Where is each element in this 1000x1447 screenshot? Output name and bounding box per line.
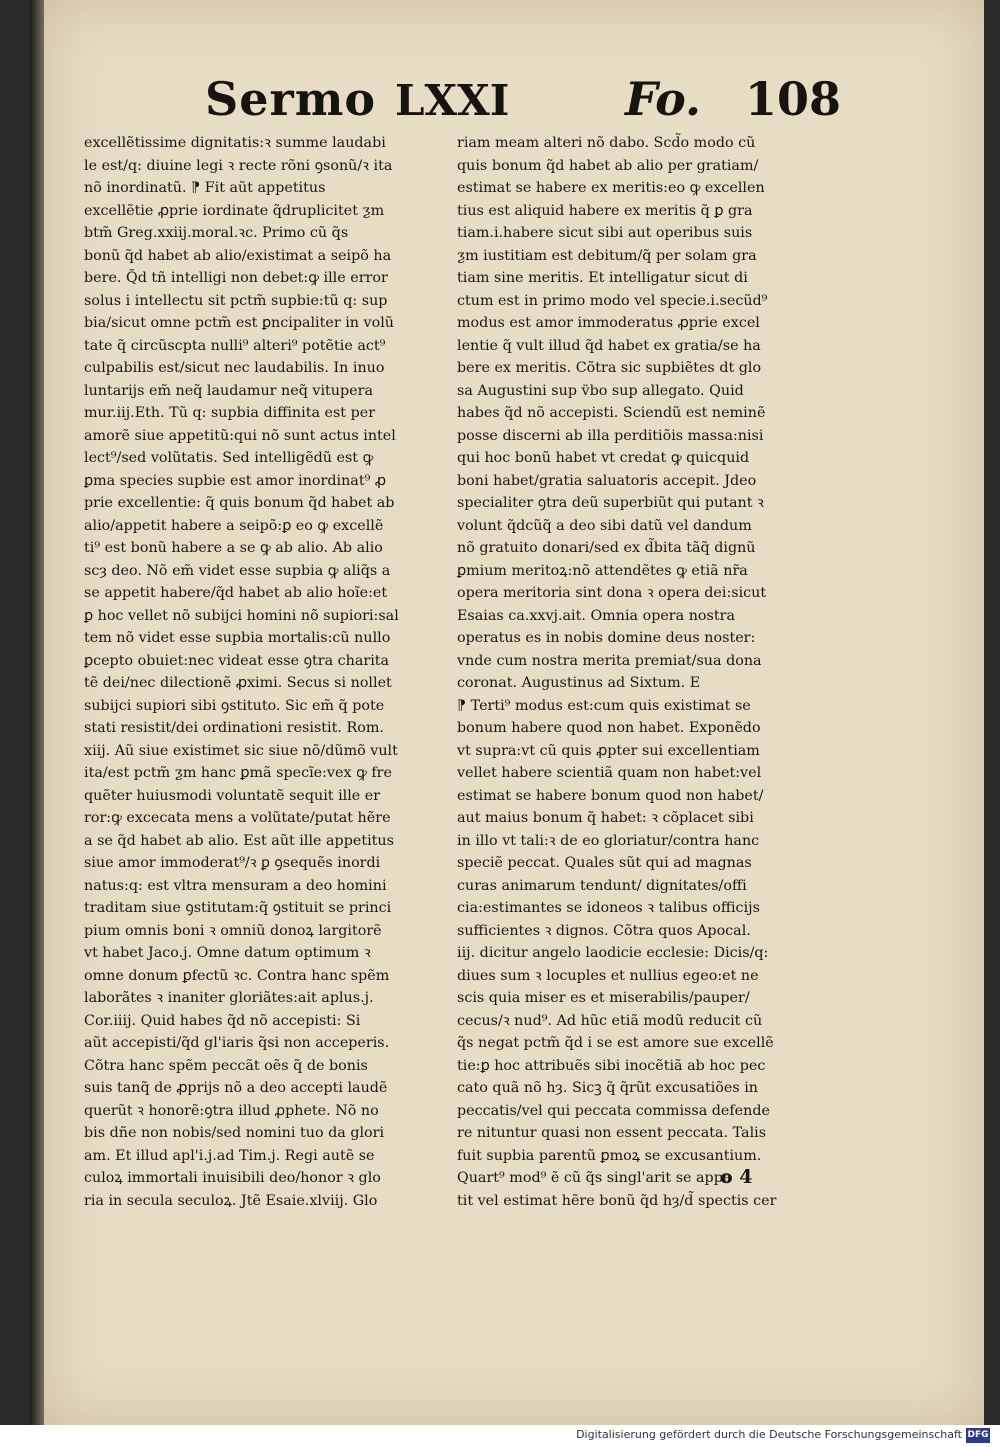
- text-line: estimat se habere ex meritis:eo ꝙ excellen: [457, 180, 765, 196]
- text-line: lect⁹/sed volũtatis. Sed intelligẽdũ est ꝙ: [84, 450, 374, 466]
- text-line: prie excellentie: q̃ quis bonum q̃d habet ab: [84, 495, 395, 511]
- text-line: ꝑcepto obuiet:nec videat esse ꝯtra charita: [84, 652, 390, 669]
- dfg-logo: DFG: [966, 1428, 990, 1443]
- text-line: tem nõ videt esse supbia mortalis:cũ nullo: [84, 630, 391, 646]
- text-line: curas animarum tendunt/ dignitates/offi: [457, 877, 747, 894]
- text-line: alio/appetit habere a seipõ:ꝑ eo ꝙ excellẽ: [84, 517, 384, 534]
- text-line: vt supra:vt cũ quis ꝓpter sui excellentiam: [457, 742, 760, 759]
- text-line: sufficientes ꝛ dignos. Cõtra quos Apocal.: [457, 922, 751, 939]
- text-line: bere. Q̃d tñ intelligi non debet:ꝙ ille error: [84, 270, 388, 286]
- text-line: aũt accepisti/q̃d gl'iaris q̃si non acceperis.: [84, 1035, 390, 1051]
- text-column-left: [84, 132, 434, 1212]
- text-line: culoꝝ immortali inuisibili deo/honor ꝛ glo: [84, 1170, 381, 1186]
- text-line: boni habet/gratia saluatoris accepit. Jdeo: [457, 472, 757, 489]
- text-line: xiij. Aũ siue existimet sic siue nõ/dũmõ vult: [84, 742, 398, 759]
- text-line: cia:estimantes se idoneos ꝛ talibus officijs: [457, 900, 760, 916]
- text-line: lentie q̃ vult illud q̃d habet ex gratia/se ha: [457, 337, 761, 354]
- text-line: natus:q: est vltra mensuram a deo homini: [84, 877, 387, 894]
- text-line: specialiter ꝯtra deũ superbiũt qui putant ꝛ: [457, 495, 764, 511]
- text-line: tate q̃ circũscpta nulli⁹ alteri⁹ potẽtie act⁹: [84, 337, 386, 354]
- text-line: operatus es in nobis domine deus noster:: [457, 630, 756, 646]
- text-line: omne donum ꝑfectũ ꝛc. Contra hanc spẽm: [84, 967, 390, 984]
- text-line: q̃s negat pctm̃ q̃d i se est amore sue excellẽ: [457, 1035, 774, 1051]
- text-line: suis tanq̃ de ꝓprijs nõ a deo accepti laudẽ: [84, 1080, 388, 1096]
- text-line: tie:ꝑ hoc attribuẽs sibi inocẽtiã ab hoc pec: [457, 1057, 766, 1074]
- text-line: posse discerni ab illa perditiõis massa:nisi: [457, 427, 764, 444]
- text-line: tiam.i.habere sicut sibi aut operibus suis: [457, 225, 753, 241]
- footer-funding-text: Digitalisierung gefördert durch die Deutsche Forschungsgemeinschaft: [576, 1428, 962, 1441]
- text-line: traditam siue ꝯstitutam:q̃ ꝯstituit se princi: [84, 900, 392, 916]
- signature-mark: o 4: [720, 1166, 753, 1188]
- text-line: aut maius bonum q̃ habet: ꝛ cõplacet sibi: [457, 810, 754, 826]
- text-line: ria in secula seculoꝝ. Jtẽ Esaie.xlviij. Glo: [84, 1192, 378, 1209]
- header-sermo: Sermo: [205, 72, 377, 126]
- text-line: tius est aliquid habere ex meritis q̃ ꝑ gra: [457, 202, 753, 219]
- text-line: le est/q: diuine legi ꝛ recte rõni ꝯsonũ/ꝛ ita: [84, 157, 393, 174]
- text-line: siue amor immoderat⁹/ꝛ ꝑ ꝯsequẽs inordi: [84, 855, 381, 871]
- text-line: cecus/ꝛ nud⁹. Ad hũc etiã modũ reducit cũ: [457, 1012, 763, 1029]
- text-line: modus est amor immoderatus ꝓprie excel: [457, 315, 760, 331]
- text-line: tẽ dei/nec dilectionẽ ꝓximi. Secus si nollet: [84, 675, 392, 691]
- text-line: amorẽ siue appetitũ:qui nõ sunt actus intel: [84, 427, 396, 444]
- text-line: luntarijs em̃ neq̃ laudamur neq̃ vitupera: [84, 382, 373, 399]
- text-line: laborãtes ꝛ inaniter gloriãtes:ait aplus.j.: [84, 990, 374, 1006]
- text-line: pium omnis boni ꝛ omniũ donoꝝ largitorẽ: [84, 922, 382, 939]
- text-line: nõ gratuito donari/sed ex d̃bita tãq̃ dignũ: [457, 540, 756, 556]
- text-line: ctum est in primo modo vel specie.i.secũd⁹: [457, 292, 768, 309]
- text-line: se appetit habere/q̃d habet ab alio hoĩe:et: [84, 585, 388, 601]
- header-folio-number: 108: [745, 72, 842, 126]
- text-line: Esaias ca.xxvj.ait. Omnia opera nostra: [457, 607, 735, 624]
- text-line: quis bonum q̃d habet ab alio per gratiam/: [457, 157, 759, 174]
- text-line: culpabilis est/sicut nec laudabilis. In inuo: [84, 360, 385, 376]
- text-line: quẽter huiusmodi voluntatẽ sequit ille er: [84, 787, 381, 804]
- text-line: habes q̃d nõ accepisti. Sciendũ est neminẽ: [457, 405, 766, 421]
- text-line: subijci supiori sibi ꝯstituto. Sic em̃ q̃ pote: [84, 697, 385, 714]
- text-column-right: [457, 132, 813, 1212]
- text-line: vellet habere scientiã quam non habet:vel: [457, 765, 762, 781]
- text-line: fuit supbia parentũ ꝑmoꝝ se excusantium.: [457, 1147, 762, 1164]
- text-line: diues sum ꝛ locuples et nullius egeo:et ne: [457, 967, 759, 984]
- text-line: ti⁹ est bonũ habere a se ꝙ ab alio. Ab alio: [84, 540, 383, 556]
- text-line: riam meam alteri nõ dabo. Scd̃o modo cũ: [457, 135, 756, 151]
- text-line: am. Et illud apl'i.j.ad Tim.j. Regi autẽ se: [84, 1147, 375, 1164]
- text-line: bere ex meritis. Cõtra sic supbiẽtes dt glo: [457, 360, 762, 376]
- text-line: peccatis/vel qui peccata commissa defende: [457, 1102, 770, 1119]
- text-line: speciẽ peccat. Quales sũt qui ad magnas: [457, 855, 752, 871]
- text-line: Quart⁹ mod⁹ ẽ cũ q̃s singl'arit se appe: [457, 1170, 732, 1186]
- header-fo: Fo.: [625, 72, 702, 126]
- text-line: ror:ꝙ excecata mens a volũtate/putat hẽre: [84, 810, 391, 826]
- text-line: ꝑ hoc vellet nõ subijci homini nõ supiori:sal: [84, 607, 399, 624]
- text-line: re nituntur quasi non essent peccata. Talis: [457, 1125, 767, 1141]
- text-line: sa Augustini sup v̈bo sup allegato. Quid: [457, 382, 744, 399]
- text-line: iij. dicitur angelo laodicie ecclesie: Dicis/q:: [457, 945, 769, 961]
- text-line: bonum habere quod non habet. Exponẽdo: [457, 720, 761, 736]
- text-line: stati resistit/dei ordinationi resistit. Rom.: [84, 720, 384, 736]
- text-line: in illo vt tali:ꝛ de eo gloriatur/contra hanc: [457, 832, 760, 849]
- text-line: nõ inordinatũ. ⁋ Fit aũt appetitus: [84, 180, 326, 196]
- text-line: ⁋ Terti⁹ modus est:cum quis existimat se: [457, 697, 751, 714]
- text-line: Cõtra hanc spẽm peccãt oẽs q̃ de bonis: [84, 1057, 368, 1074]
- text-line: bia/sicut omne pctm̃ est ꝑncipaliter in volũ: [84, 315, 395, 331]
- running-header: [205, 72, 842, 132]
- header-sermon-number: LXXI: [395, 76, 510, 125]
- text-line: mur.iij.Eth. Tũ q: supbia diffinita est per: [84, 405, 376, 421]
- text-line: vt habet Jaco.j. Omne datum optimum ꝛ: [84, 945, 371, 961]
- text-line: scȝ deo. Nõ em̃ videt esse supbia ꝙ aliq̃s a: [84, 562, 391, 579]
- text-line: cato quã nõ hȝ. Sicꝫ q̃ q̃rũt excusatiões in: [457, 1080, 759, 1096]
- text-line: excellẽtissime dignitatis:ꝛ summe laudabi: [84, 135, 386, 151]
- footer-bar: [0, 1425, 1000, 1447]
- text-line: Cor.iiij. Quid habes q̃d nõ accepisti: Si: [84, 1012, 361, 1029]
- text-line: estimat se habere bonum quod non habet/: [457, 787, 764, 804]
- text-line: ꝑma species supbie est amor inordinat⁹ ꝓ: [84, 472, 386, 489]
- text-line: ꝑmium meritoꝝ:nõ attendẽtes ꝙ etiã nr̃a: [457, 562, 748, 579]
- text-line: vnde cum nostra merita premiat/sua dona: [457, 652, 762, 669]
- text-line: bis dñe non nobis/sed nomini tuo da glori: [84, 1125, 385, 1141]
- text-line: bonũ q̃d habet ab alio/existimat a seipõ ha: [84, 247, 392, 264]
- text-line: ƺm iustitiam est debitum/q̃ per solam gra: [457, 247, 757, 264]
- text-line: opera meritoria sint dona ꝛ opera dei:sicut: [457, 585, 767, 601]
- text-line: volunt q̃dcũq̃ a deo sibi datũ vel dandum: [457, 517, 752, 534]
- text-line: qui hoc bonũ habet vt credat ꝙ quicquid: [457, 450, 750, 466]
- text-line: tit vel estimat hẽre bonũ q̃d hȝ/d̃ spectis cer: [457, 1192, 777, 1209]
- text-line: btm̃ Greg.xxiij.moral.ꝛc. Primo cũ q̃s: [84, 225, 349, 241]
- text-line: tiam sine meritis. Et intelligatur sicut di: [457, 270, 748, 286]
- text-line: coronat. Augustinus ad Sixtum. E: [457, 675, 701, 691]
- text-line: solus i intellectu sit pctm̃ supbie:tũ q: sup: [84, 292, 388, 309]
- text-line: a se q̃d habet ab alio. Est aũt ille appetitus: [84, 832, 394, 849]
- text-line: ita/est pctm̃ ƺm hanc ꝑmã specĩe:vex ꝙ fre: [84, 765, 392, 781]
- text-line: scis quia miser es et miserabilis/pauper/: [457, 990, 750, 1006]
- text-line: querũt ꝛ honorẽ:ꝯtra illud ꝓphete. Nõ no: [84, 1102, 379, 1119]
- text-line: excellẽtie ꝓprie iordinate q̃druplicitet ƺm: [84, 202, 385, 219]
